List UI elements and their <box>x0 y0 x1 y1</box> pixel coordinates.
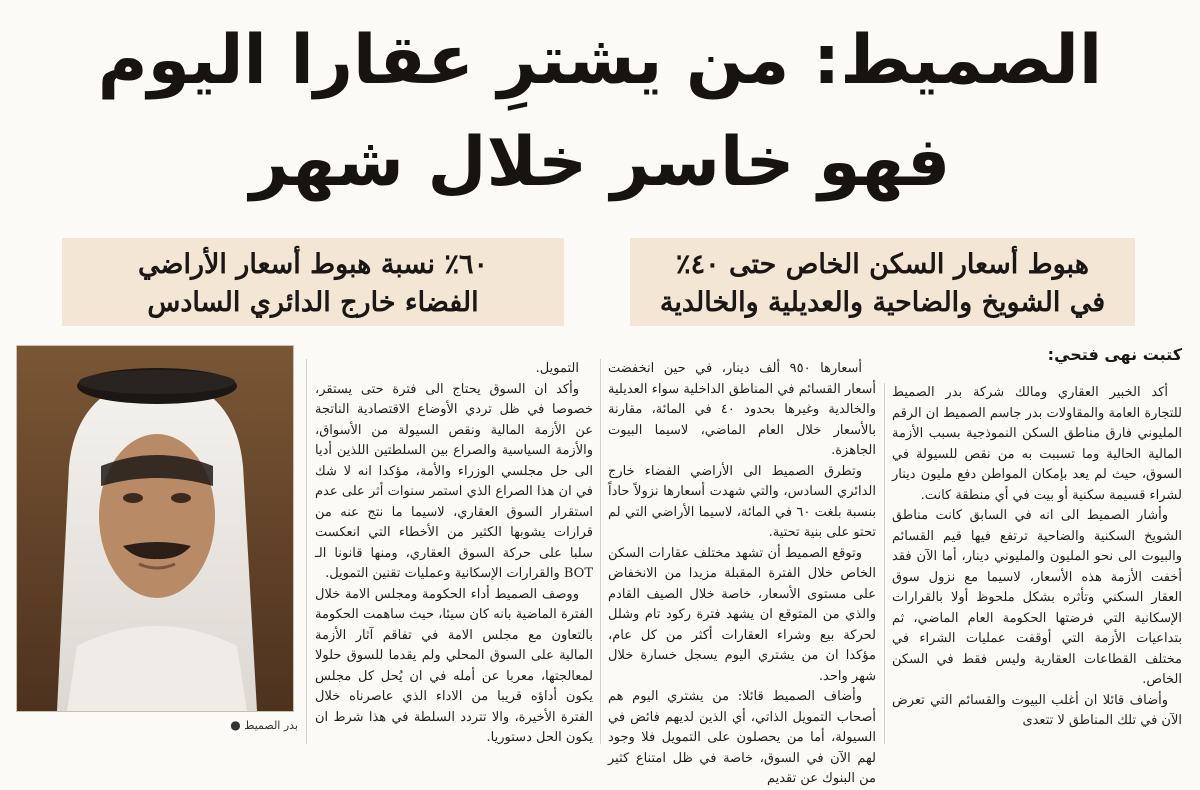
paragraph: وتوقع الصميط أن تشهد مختلف عقارات السكن الخاص خلال الفترة المقبلة مزيدا من الانخفاض على مستوى الأسعار، خاصة خلال الصيف القادم والذي من المتوقع ان يشهد فترة ركود تام وشلل لحركة بيع وشراء العقارات أكثر من كل عام، مؤكدا ان من يشتري اليوم يسجل خسارة خلال شهر واحد. <box>608 545 876 684</box>
bullet-icon: ● <box>230 718 241 732</box>
article-column-3 <box>315 359 593 744</box>
column-divider <box>600 359 601 744</box>
paragraph: ووصف الصميط أداء الحكومة ومجلس الامة خلال الفترة الماضية بانه كان سيئا، حيث ساهمت الحكومة بالتعاون مع مجلس الامة في تفاقم آثار الأزمة المالية على السوق المحلي ولم يقدما للسوق حلولا لمعالجتها، معربا عن أمله في ان يُحل كل مجلس يكون أداؤه قريبا من الاداء الذي عاصرناه خلال الفترة الأخيرة، والا تتردد السلطة في هذا شرط ان يكون الحل دستوريا. <box>315 586 593 745</box>
paragraph: وأضاف قائلا ان أغلب البيوت والقسائم التي تعرض الآن في تلك المناطق لا تتعدى <box>892 692 1182 728</box>
headline-line-2: فهو خاسر خلال شهر <box>249 123 951 202</box>
photo-caption-text: بدر الصميط <box>244 719 298 732</box>
subheading-left-line-2: الفضاء خارج الدائري السادس <box>147 287 479 318</box>
paragraph: أكد الخبير العقاري ومالك شركة بدر الصميط للتجارة العامة والمقاولات بدر جاسم الصميط ان الرقم المليوني فارق مناطق السكن النموذجية بسبب الأزمة المالية الحالية وما تسببت به من نقص للسيولة في السوق، حيث لم يعد بإمكان المواطن دفع مليون دينار لشراء قسيمة سكنية أو بيت في أي منطقة كانت. <box>892 385 1182 503</box>
subheading-right-line-1: هبوط أسعار السكن الخاص حتى ٤٠٪ <box>676 249 1089 280</box>
column-divider <box>884 383 885 744</box>
subheading-right-line-2: في الشويخ والضاحية والعديلية والخالدية <box>659 287 1106 318</box>
paragraph: وأضاف الصميط قائلا: من يشتري اليوم هم أصحاب التمويل الذاتي، أي الذين لديهم فائض في السيولة، أما من يحصلون على التمويل فلا وجود لهم الآن في السوق، خاصة في ظل امتناع كثير من البنوك عن تقديم <box>608 689 876 786</box>
byline: كتبت نهى فتحي: <box>1047 345 1182 364</box>
photo-caption <box>218 718 298 732</box>
article-column-2 <box>608 359 876 786</box>
paragraph: وأشار الصميط الى انه في السابق كانت مناطق الشويخ السكنية والضاحية ترتفع فيها قيم القسائم والبيوت الى نحو المليون والمليوني دينار، أما الآن فقد أخفت الأزمة هذه الأسعار، لاسيما مع نزول سوق العقار السكني وتأثره بشكل ملحوظ أولا بالقرارات الإسكانية التي فرضتها الحكومة العام الماضي، ثم بتداعيات الأزمة التي أوقفت عمليات الشراء في مختلف القطاعات العقارية وليس فقط في السكن الخاص. <box>892 508 1182 687</box>
paragraph: أسعارها ٩٥٠ ألف دينار، في حين انخفضت أسعار القسائم في المناطق الداخلية سواء العديلية والخالدية وغيرها بحدود ٤٠ في المائة، مقارنة بالأسعار خلال العام الماضي، لاسيما البيوت الجاهزة. <box>608 361 876 458</box>
portrait-photo <box>16 345 294 712</box>
subheading-left <box>62 238 564 326</box>
article-column-1 <box>892 383 1182 744</box>
paragraph: وتطرق الصميط الى الأراضي الفضاء خارج الدائري السادس، والتي شهدت أسعارها نزولاً حاداً بنسبة بلغت ٦٠ في المائة، لاسيما الأراضي التي لم تحتو على بنية تحتية. <box>608 463 876 540</box>
portrait-illustration <box>17 346 293 711</box>
paragraph: التمويل. <box>535 361 579 376</box>
column-divider <box>306 359 307 744</box>
headline-line-1: الصميط: من يشترِ عقارا اليوم <box>97 21 1103 100</box>
paragraph: وأكد ان السوق يحتاج الى فترة حتى يستقر، خصوصا في ظل تردي الأوضاع الاقتصادية الناتجة عن الأزمة المالية ونقص السيولة من الأسواق، والأزمة السياسية والصراع بين السلطتين اللذين أديا الى حل مجلسي الوزراء والأمة، مؤكدا انه لا شك في ان هذا الصراع الذي استمر سنوات أثر على عدم استقرار السوق العقاري، لاسيما ما نتج عنه من قرارات يشوبها الكثير من الأخطاء التي انعكست سلبا على حركة السوق العقاري، ومنها قانونا الـ BOT والقرارات الإسكانية وعمليات تقنين التمويل. <box>315 381 593 581</box>
subheading-left-line-1: ٦٠٪ نسبة هبوط أسعار الأراضي <box>138 249 488 280</box>
subheading-right <box>630 238 1135 326</box>
